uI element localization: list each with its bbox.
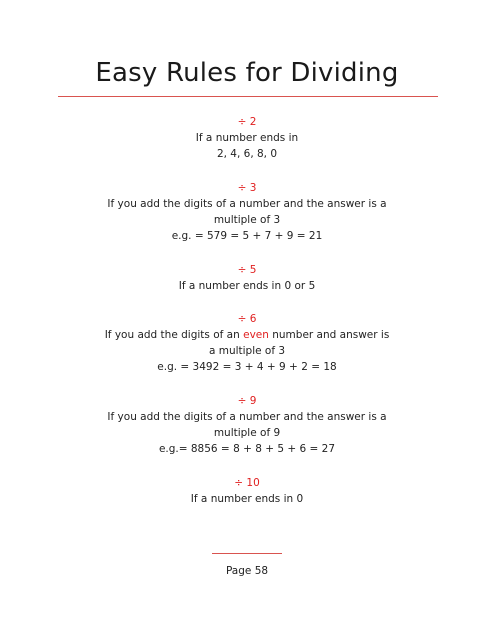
rule-divide-by-2 <box>0 114 494 162</box>
title-divider <box>58 96 438 97</box>
rule-text: a multiple of 3 <box>208 345 286 357</box>
rule-example: e.g.= 8856 = 8 + 8 + 5 + 6 = 27 <box>158 443 336 455</box>
rule-divisor: ÷ 6 <box>237 313 257 325</box>
rule-text: multiple of 3 <box>213 214 281 226</box>
page-number: Page 58 <box>225 565 269 577</box>
highlight-word: even <box>243 329 269 341</box>
page-title: Easy Rules for Dividing <box>95 58 399 88</box>
rule-text: multiple of 9 <box>213 427 281 439</box>
rule-divide-by-6 <box>0 311 494 375</box>
rule-example: e.g. = 579 = 5 + 7 + 9 = 21 <box>171 230 323 242</box>
rule-text: 2, 4, 6, 8, 0 <box>216 148 278 160</box>
rule-text-end: number and answer is <box>268 329 390 341</box>
rule-divide-by-9 <box>0 393 494 457</box>
rule-divisor: ÷ 9 <box>237 395 257 407</box>
rule-divisor: ÷ 5 <box>237 264 257 276</box>
rule-text: If you add the digits of a number and the answer is a <box>107 198 387 210</box>
rule-text-start: If you add the digits of an <box>104 329 244 341</box>
rule-divisor: ÷ 3 <box>237 182 257 194</box>
rule-text: If you add the digits of a number and the answer is a <box>107 411 387 423</box>
rule-text: If a number ends in 0 <box>190 493 304 505</box>
rule-divide-by-10 <box>0 475 494 507</box>
rule-divisor: ÷ 10 <box>234 477 260 489</box>
rule-text: If a number ends in 0 or 5 <box>178 280 316 292</box>
rule-divide-by-3 <box>0 180 494 244</box>
rule-text <box>0 327 494 343</box>
footer-divider <box>212 553 282 554</box>
rule-divide-by-5 <box>0 262 494 294</box>
rule-text: If a number ends in <box>195 132 299 144</box>
rule-example: e.g. = 3492 = 3 + 4 + 9 + 2 = 18 <box>157 361 337 373</box>
rule-divisor: ÷ 2 <box>237 116 257 128</box>
